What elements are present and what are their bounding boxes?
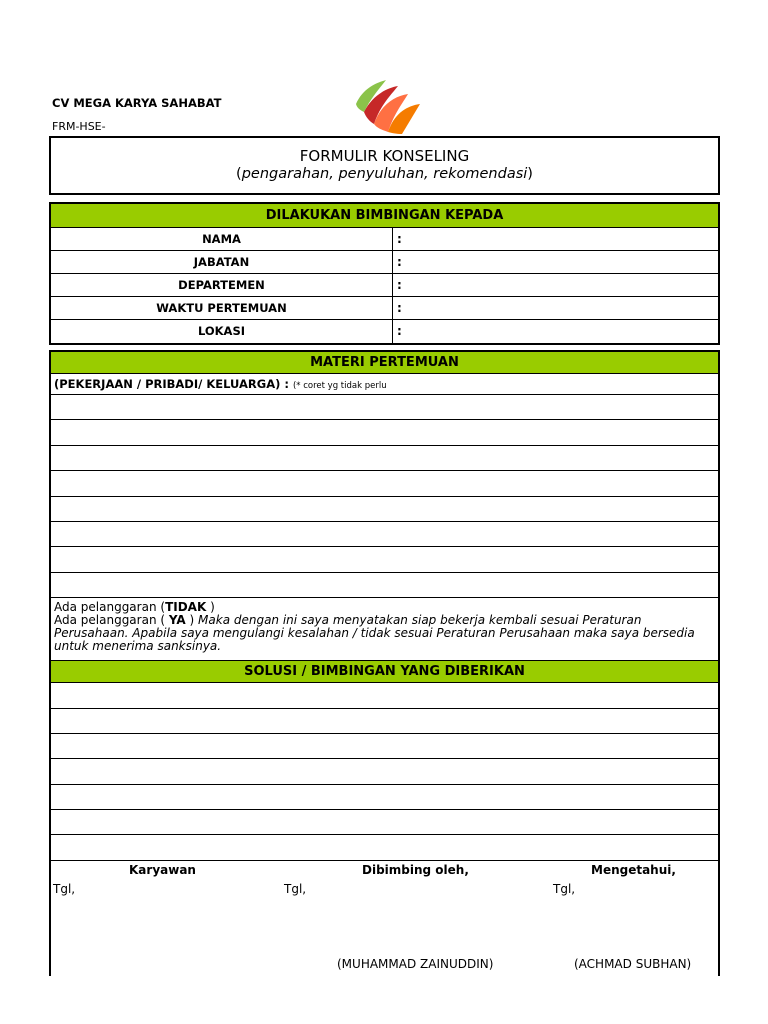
field-row-nama	[51, 228, 718, 251]
field-label: JABATAN	[51, 251, 393, 273]
form-subtitle	[51, 166, 718, 182]
category-note: (* coret yg tidak perlu	[292, 381, 387, 391]
solution-line[interactable]	[51, 683, 718, 708]
solution-heading: SOLUSI / BIMBINGAN YANG DIBERIKAN	[51, 661, 718, 683]
employee-heading: Karyawan	[129, 862, 196, 877]
field-label: DEPARTEMEN	[51, 274, 393, 296]
guide-date: Tgl,	[284, 881, 307, 896]
violation-yes-value: YA	[168, 613, 186, 628]
field-value-nama[interactable]: :	[397, 232, 402, 246]
material-line[interactable]	[51, 573, 718, 598]
field-row-waktu	[51, 297, 718, 320]
field-row-lokasi	[51, 320, 718, 343]
form-title: FORMULIR KONSELING	[299, 147, 470, 165]
ack-date: Tgl,	[553, 881, 576, 896]
subtitle-open: (	[236, 166, 242, 182]
material-line[interactable]	[51, 497, 718, 522]
subtitle-text: pengarahan, penyuluhan, rekomendasi	[241, 166, 528, 182]
acknowledged-heading: Mengetahui,	[591, 862, 676, 877]
field-label: NAMA	[51, 228, 393, 250]
field-value-jabatan[interactable]: :	[397, 255, 402, 269]
form-code: FRM-HSE-	[52, 120, 106, 133]
violation-yes	[54, 614, 715, 653]
violation-no-value: TIDAK	[165, 600, 207, 615]
subtitle-close: )	[527, 166, 533, 182]
meeting-material-section	[49, 350, 720, 976]
violation-no-prefix: Ada pelanggaran (	[54, 600, 166, 615]
field-value-waktu[interactable]: :	[397, 301, 402, 315]
violation-yes-text: Maka dengan ini saya menyatakan siap bekerja kembali sesuai Peraturan Perusahaan. Apabila saya mengulangi kesalahan / tidak sesuai Peraturan Perusahaan maka saya bersedia untuk menerima sanksinya.	[54, 613, 695, 654]
field-label: WAKTU PERTEMUAN	[51, 297, 393, 319]
material-line[interactable]	[51, 420, 718, 445]
material-line[interactable]	[51, 547, 718, 572]
ack-name: (ACHMAD SUBHAN)	[574, 956, 692, 971]
field-row-departemen	[51, 274, 718, 297]
violation-yes-prefix: Ada pelanggaran (	[54, 613, 169, 628]
title-box	[49, 136, 720, 195]
solution-line[interactable]	[51, 785, 718, 810]
violation-no-suffix: )	[206, 600, 215, 615]
field-value-lokasi[interactable]: :	[397, 324, 402, 338]
violation-statement	[51, 598, 718, 661]
category-row	[51, 374, 718, 395]
solution-line[interactable]	[51, 810, 718, 835]
guided-by-heading: Dibimbing oleh,	[362, 862, 469, 877]
field-label: LOKASI	[51, 320, 393, 343]
company-logo-icon	[350, 76, 422, 136]
material-line[interactable]	[51, 395, 718, 420]
guide-name: (MUHAMMAD ZAINUDDIN)	[337, 956, 494, 971]
field-value-departemen[interactable]: :	[397, 278, 402, 292]
section-heading: MATERI PERTEMUAN	[51, 352, 718, 374]
material-line[interactable]	[51, 446, 718, 471]
material-line[interactable]	[51, 471, 718, 496]
category-label: (PEKERJAAN / PRIBADI/ KELUARGA) :	[54, 377, 289, 391]
solution-line[interactable]	[51, 835, 718, 860]
solution-line[interactable]	[51, 759, 718, 784]
company-name: CV MEGA KARYA SAHABAT	[52, 96, 222, 110]
signature-area	[51, 861, 718, 975]
solution-line[interactable]	[51, 709, 718, 734]
employee-date: Tgl,	[53, 881, 76, 896]
section-heading: DILAKUKAN BIMBINGAN KEPADA	[51, 204, 718, 228]
violation-yes-suffix: )	[185, 613, 195, 628]
guidance-target-section	[49, 202, 720, 345]
solution-line[interactable]	[51, 734, 718, 759]
material-line[interactable]	[51, 522, 718, 547]
field-row-jabatan	[51, 251, 718, 274]
